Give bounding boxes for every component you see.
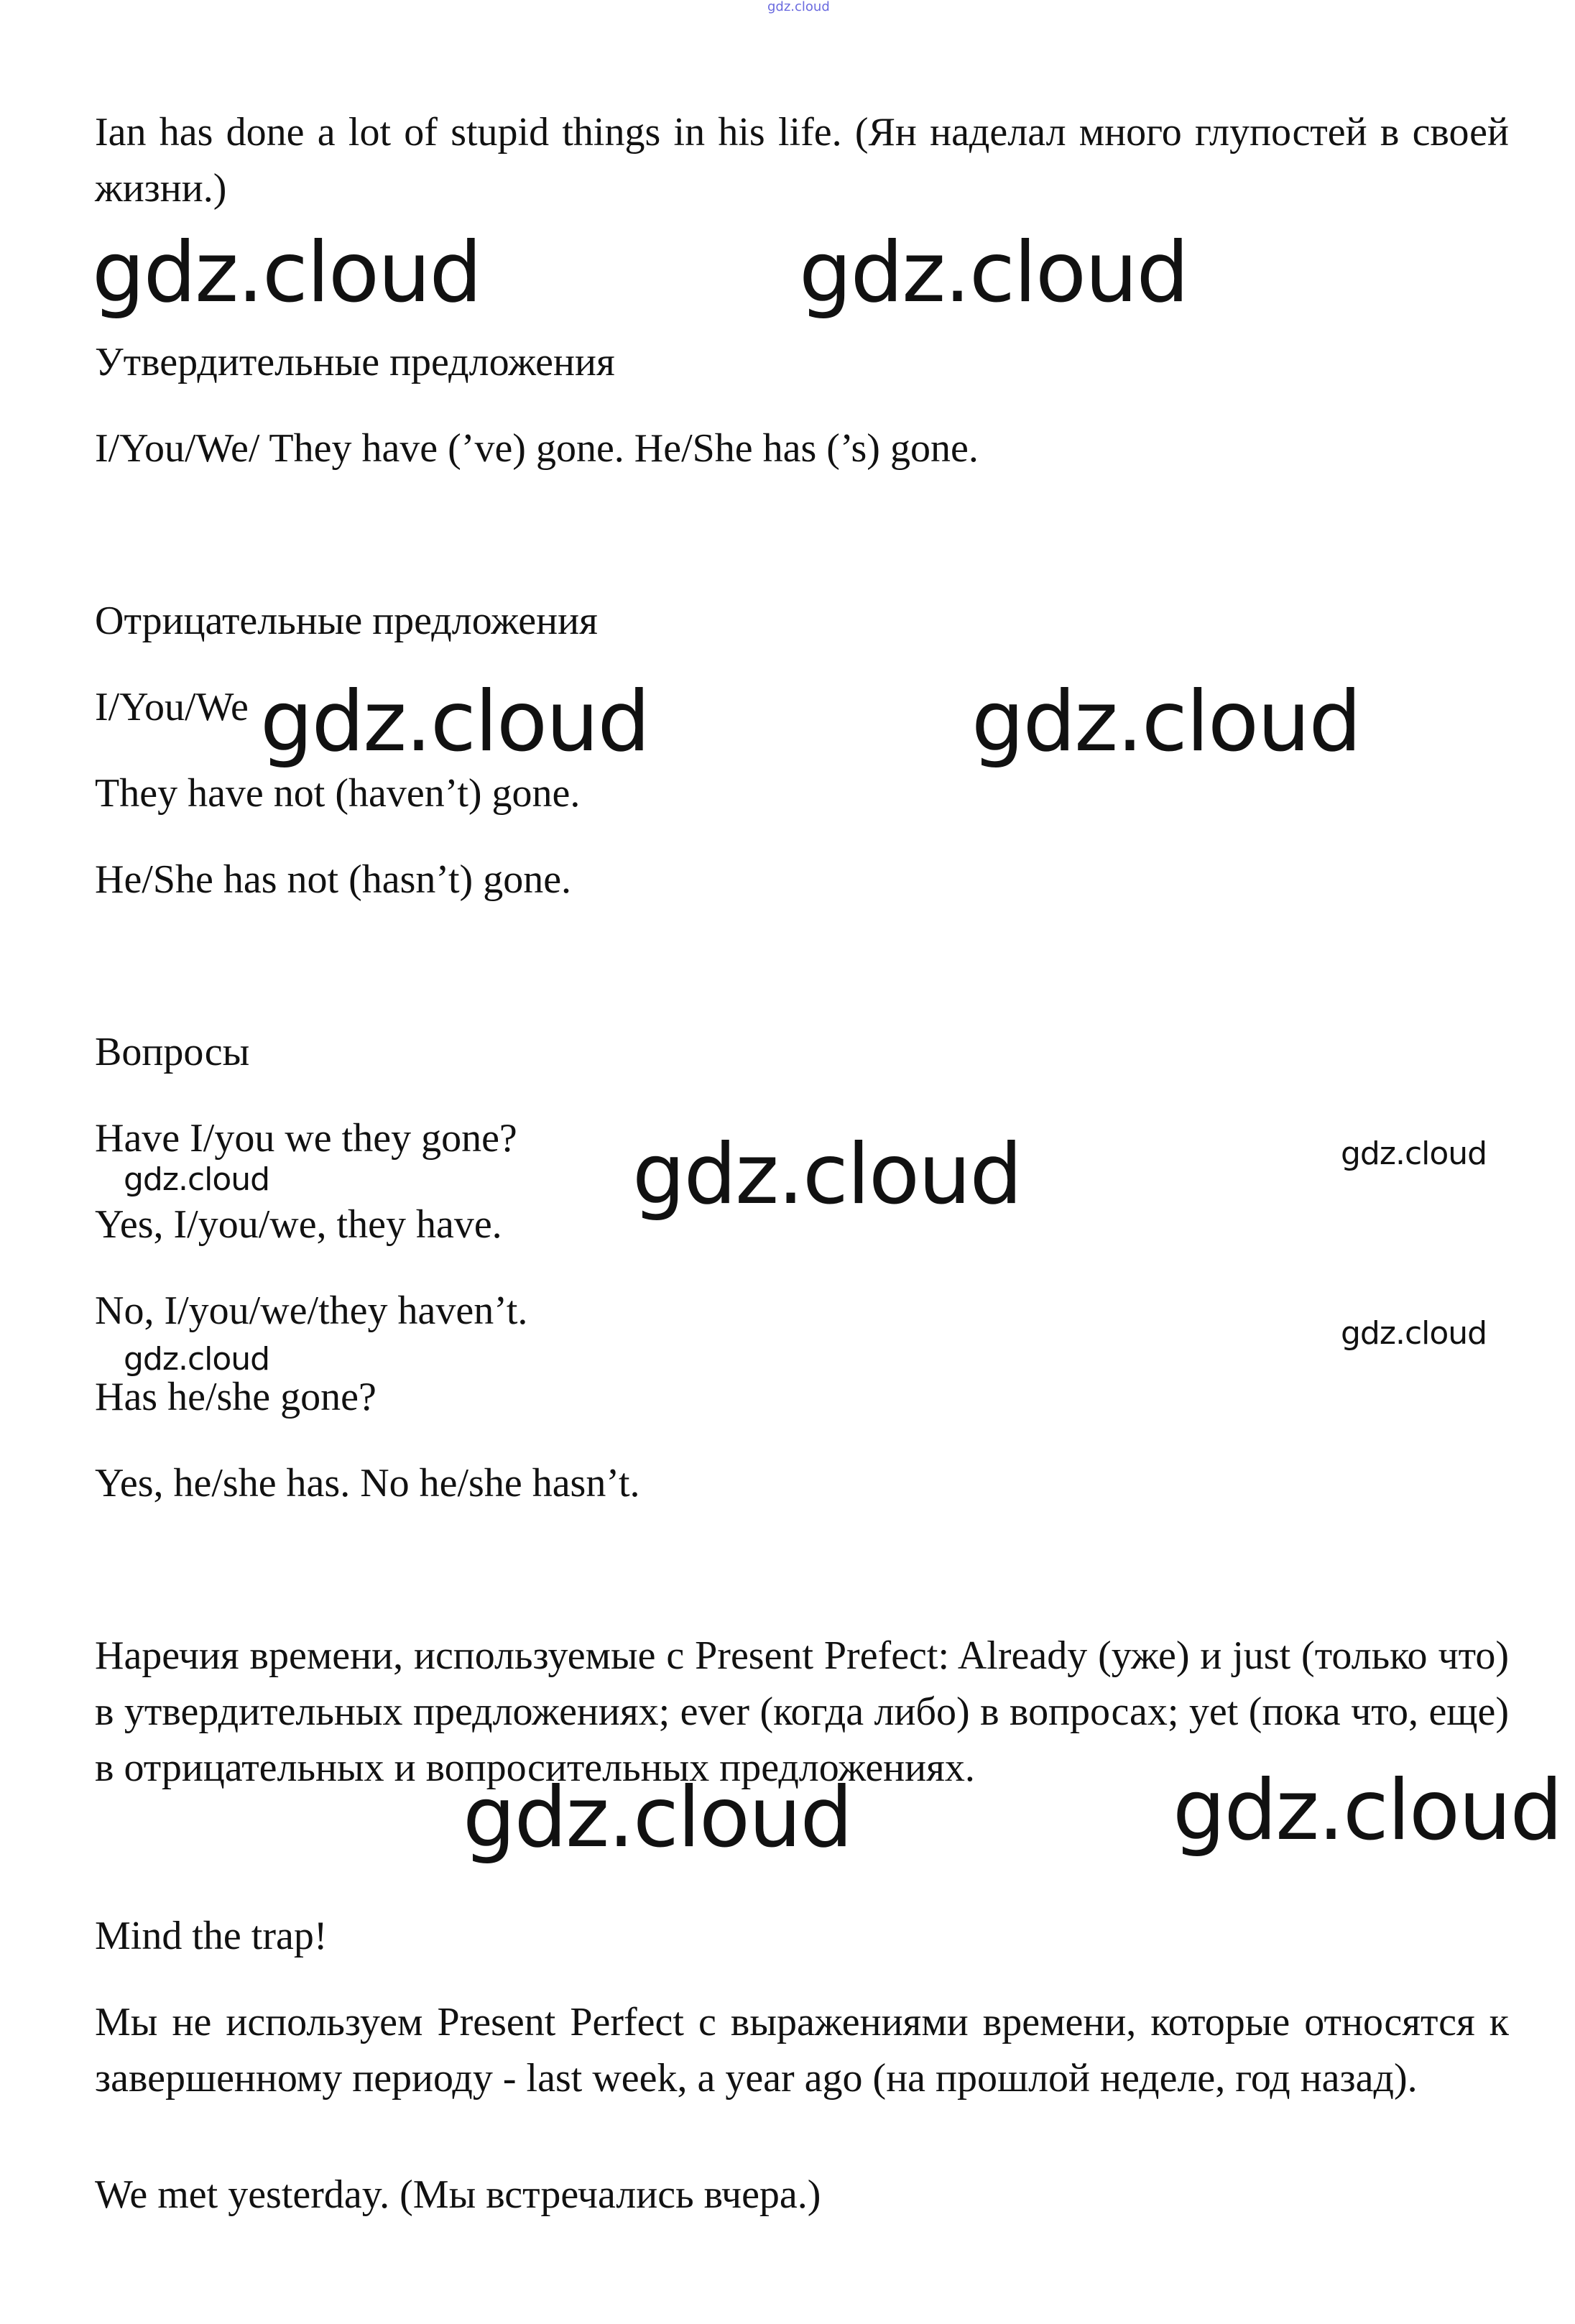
paragraph-question-has: Has he/she gone? [95,1375,377,1419]
watermark: gdz.cloud [124,1341,270,1378]
heading-negative: Отрицательные предложения [95,599,598,643]
watermark: gdz.cloud [124,1161,270,1198]
paragraph-negative-subjects: I/You/We [95,685,249,729]
paragraph-answer-yes: Yes, I/you/we, they have. [95,1202,502,1247]
heading-mind-the-trap: Mind the trap! [95,1914,328,1958]
paragraph-answer-he-she: Yes, he/she has. No he/she hasn’t. [95,1461,640,1505]
heading-affirmative: Утвердительные предложения [95,340,615,384]
paragraph-example-ian: Ian has done a lot of stupid things in his life. (Ян наделал много глупостей в своей жизни.) [95,110,1509,211]
paragraph-negative-they: They have not (haven’t) gone. [95,771,581,816]
watermark: gdz.cloud [463,1769,852,1866]
header-watermark: gdz.cloud [767,0,830,14]
heading-questions: Вопросы [95,1030,250,1074]
watermark: gdz.cloud [92,224,481,321]
watermark: gdz.cloud [632,1126,1022,1223]
watermark: gdz.cloud [971,673,1361,770]
watermark: gdz.cloud [1173,1762,1562,1859]
paragraph-affirmative-forms: I/You/We/ They have (’ve) gone. He/She has (’s) gone. [95,426,979,471]
watermark: gdz.cloud [1341,1135,1487,1172]
paragraph-negative-he-she: He/She has not (hasn’t) gone. [95,857,572,902]
watermark: gdz.cloud [260,673,650,770]
watermark: gdz.cloud [799,224,1188,321]
paragraph-example-met: We met yesterday. (Мы встречались вчера.) [95,2172,821,2217]
paragraph-question-have: Have I/you we they gone? [95,1116,517,1161]
paragraph-answer-no: No, I/you/we/they haven’t. [95,1288,528,1333]
paragraph-time-adverbs: Наречия времени, используемые с Present Prefect: Already (уже) и just (только что) в утвердительных предложениях; ever (когда либо) в вопросах; yet (пока что, еще) в отрицательных и вопросительных предложениях. [95,1633,1509,1790]
watermark: gdz.cloud [1341,1315,1487,1352]
paragraph-trap-explanation: Мы не используем Present Perfect с выражениями времени, которые относятся к завершенному периоду - last week, a year ago (на прошлой неделе, год назад). [95,2000,1509,2101]
